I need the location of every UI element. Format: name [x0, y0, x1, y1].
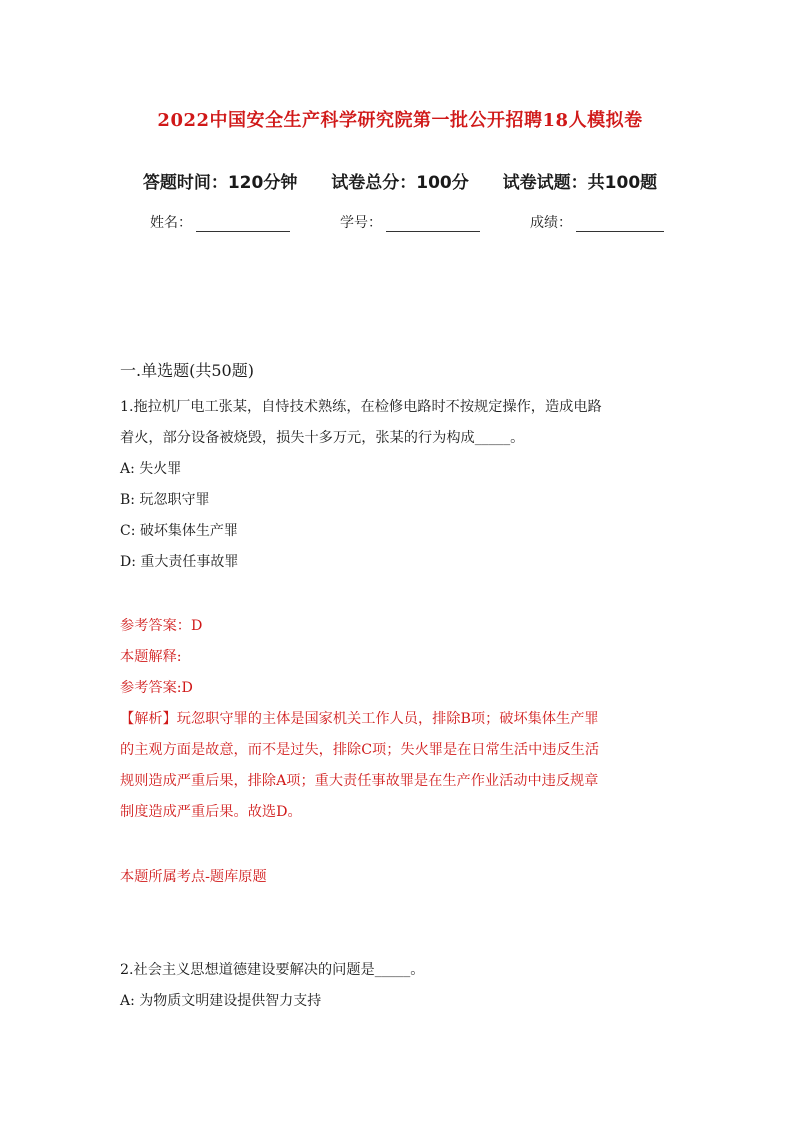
- question-1-answer-repeat: 参考答案:D: [120, 680, 193, 696]
- id-field: [340, 212, 480, 232]
- question-1-stem-line-1: 1.拖拉机厂电工张某，自恃技术熟练，在检修电路时不按规定操作，造成电路: [120, 399, 602, 415]
- question-1-source: 本题所属考点-题库原题: [120, 869, 267, 885]
- exam-question-count: 试卷试题：共100题: [502, 173, 658, 193]
- section-heading: 一.单选题(共50题): [120, 361, 254, 380]
- question-1-stem-line-2: 着火，部分设备被烧毁，损失十多万元，张某的行为构成_____。: [120, 430, 525, 446]
- id-label: 学号：: [340, 215, 382, 231]
- score-field: [530, 212, 664, 232]
- score-blank: [576, 217, 664, 232]
- question-1-option-b: B: 玩忽职守罪: [120, 492, 210, 508]
- name-blank: [196, 217, 290, 232]
- question-1-option-c: C: 破坏集体生产罪: [120, 523, 238, 539]
- question-2-stem-line-1: 2.社会主义思想道德建设要解决的问题是_____。: [120, 962, 425, 978]
- question-1-analysis-line-4: 制度造成严重后果。故选D。: [120, 804, 302, 820]
- question-1-option-d: D: 重大责任事故罪: [120, 554, 239, 570]
- score-label: 成绩：: [530, 215, 572, 231]
- question-1-option-a: A: 失火罪: [120, 461, 182, 477]
- question-2-option-a: A: 为物质文明建设提供智力支持: [120, 993, 322, 1009]
- question-1-analysis-line-1: 【解析】玩忽职守罪的主体是国家机关工作人员，排除B项；破坏集体生产罪: [120, 711, 599, 727]
- id-blank: [386, 217, 480, 232]
- exam-meta: [0, 168, 800, 193]
- question-1-analysis-line-3: 规则造成严重后果，排除A项；重大责任事故罪是在生产作业活动中违反规章: [120, 773, 599, 789]
- question-1-answer: 参考答案：D: [120, 618, 203, 634]
- question-1-analysis-line-2: 的主观方面是故意，而不是过失，排除C项；失火罪是在日常生活中违反生活: [120, 742, 600, 758]
- name-label: 姓名：: [150, 215, 192, 231]
- exam-total-score: 试卷总分：100分: [331, 173, 469, 193]
- exam-time: 答题时间：120分钟: [142, 173, 298, 193]
- question-1-explain-label: 本题解释:: [120, 649, 182, 665]
- page-title: 2022中国安全生产科学研究院第一批公开招聘18人模拟卷: [157, 110, 643, 131]
- name-field: [150, 212, 290, 232]
